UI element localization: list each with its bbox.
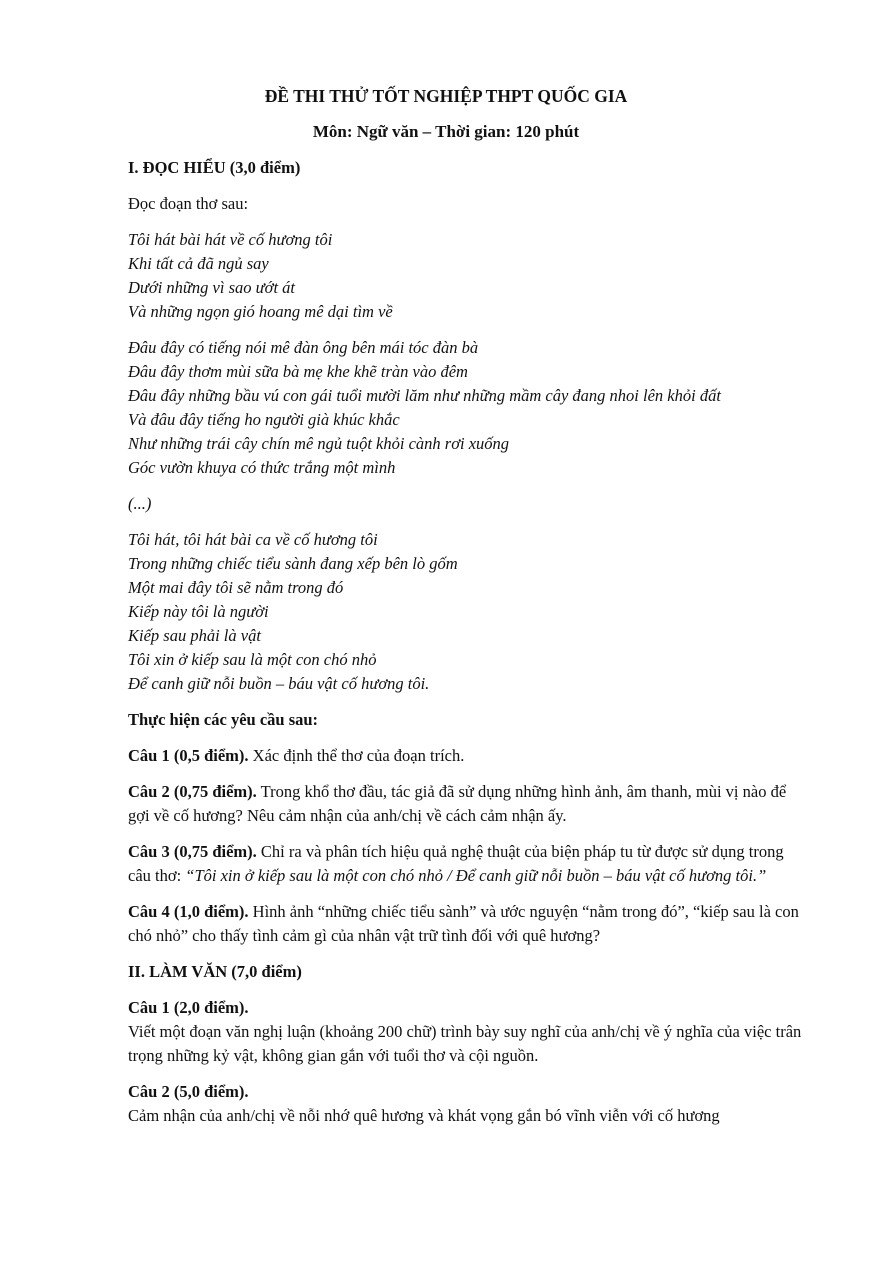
poem-line: Khi tất cả đã ngủ say — [128, 254, 269, 273]
question-quote: “Tôi xin ở kiếp sau là một con chó nhỏ / Để canh giữ nỗi buồn – báu vật cố hương tôi.” — [185, 866, 767, 885]
poem-line: Góc vườn khuya có thức trắng một mình — [128, 458, 396, 477]
exam-content — [128, 156, 808, 1140]
poem-ellipsis — [128, 492, 808, 516]
poem-line: Đâu đây có tiếng nói mê đàn ông bên mái tóc đàn bà — [128, 338, 479, 357]
question-text: Xác định thể thơ của đoạn trích. — [248, 746, 465, 765]
question-label: Câu 1 (0,5 điểm). — [128, 746, 249, 765]
poem-line: Và đâu đây tiếng ho người già khúc khắc — [128, 410, 400, 429]
question-text: Viết một đoạn văn nghị luận (khoảng 200 chữ) trình bày suy nghĩ của anh/chị về ý nghĩa của việc trân trọng những kỷ vật, không gian gắn với tuổi thơ và cội nguồn. — [128, 1022, 802, 1065]
poem-line: Kiếp này tôi là người — [128, 602, 269, 621]
section1-heading: I. ĐỌC HIỂU (3,0 điểm) — [128, 158, 301, 177]
poem-line: Tôi xin ở kiếp sau là một con chó nhỏ — [128, 650, 377, 669]
poem-line: Kiếp sau phải là vật — [128, 626, 261, 645]
question-label: Câu 3 (0,75 điểm). — [128, 842, 257, 861]
requirements-heading: Thực hiện các yêu cầu sau: — [128, 710, 319, 729]
poem-line: Đâu đây thơm mùi sữa bà mẹ khe khẽ tràn vào đêm — [128, 362, 468, 381]
question-label: Câu 4 (1,0 điểm). — [128, 902, 249, 921]
poem-line: Tôi hát, tôi hát bài ca về cố hương tôi — [128, 530, 378, 549]
question-3 — [128, 840, 808, 888]
ellipsis-text: (...) — [128, 494, 152, 513]
question-2 — [128, 780, 808, 828]
poem-line: Để canh giữ nỗi buồn – báu vật cố hương tôi. — [128, 674, 430, 693]
question-text: Trong khổ thơ đầu, tác giả đã sử dụng những hình ảnh, âm thanh, mùi vị nào để gợi về cố hương? Nêu cảm nhận của anh/chị về cách cảm nhận ấy. — [128, 782, 787, 825]
poem-line: Dưới những vì sao ướt át — [128, 278, 295, 297]
poem-line: Tôi hát bài hát về cố hương tôi — [128, 230, 333, 249]
question-1 — [128, 744, 808, 768]
poem-line: Trong những chiếc tiểu sành đang xếp bên lò gốm — [128, 554, 458, 573]
poem-line: Một mai đây tôi sẽ nằm trong đó — [128, 578, 344, 597]
question-label: Câu 2 (0,75 điểm). — [128, 782, 257, 801]
reading-intro: Đọc đoạn thơ sau: — [128, 194, 249, 213]
poem-line: Như những trái cây chín mê ngủ tuột khỏi cành rơi xuống — [128, 434, 510, 453]
page-title: ĐỀ THI THỬ TỐT NGHIỆP THPT QUỐC GIA — [264, 86, 628, 106]
poem-line: Đâu đây những bầu vú con gái tuổi mười lăm như những mầm cây đang nhoi lên khỏi đất — [128, 386, 721, 405]
poem-line: Và những ngọn gió hoang mê dại tìm về — [128, 302, 393, 321]
poem-stanza-3 — [128, 528, 808, 696]
question-text: Hình ảnh “những chiếc tiểu sành” và ước nguyện “nằm trong đó”, “kiếp sau là con chó nhỏ” cho thấy tình cảm gì của nhân vật trữ tình đối với quê hương? — [128, 902, 799, 945]
question-label: Câu 2 (5,0 điểm). — [128, 1082, 249, 1101]
essay-question-1 — [128, 996, 808, 1068]
question-4 — [128, 900, 808, 948]
section2-heading: II. LÀM VĂN (7,0 điểm) — [128, 962, 302, 981]
page-subtitle: Môn: Ngữ văn – Thời gian: 120 phút — [312, 122, 580, 141]
question-text: Cảm nhận của anh/chị về nỗi nhớ quê hương và khát vọng gắn bó vĩnh viễn với cố hương — [128, 1106, 720, 1125]
poem-stanza-2 — [128, 336, 808, 480]
question-text: Chỉ ra và phân tích hiệu quả nghệ thuật của biện pháp tu từ được sử dụng trong câu thơ: — [128, 842, 784, 885]
essay-question-2 — [128, 1080, 808, 1128]
poem-stanza-1 — [128, 228, 808, 324]
question-label: Câu 1 (2,0 điểm). — [128, 998, 249, 1017]
